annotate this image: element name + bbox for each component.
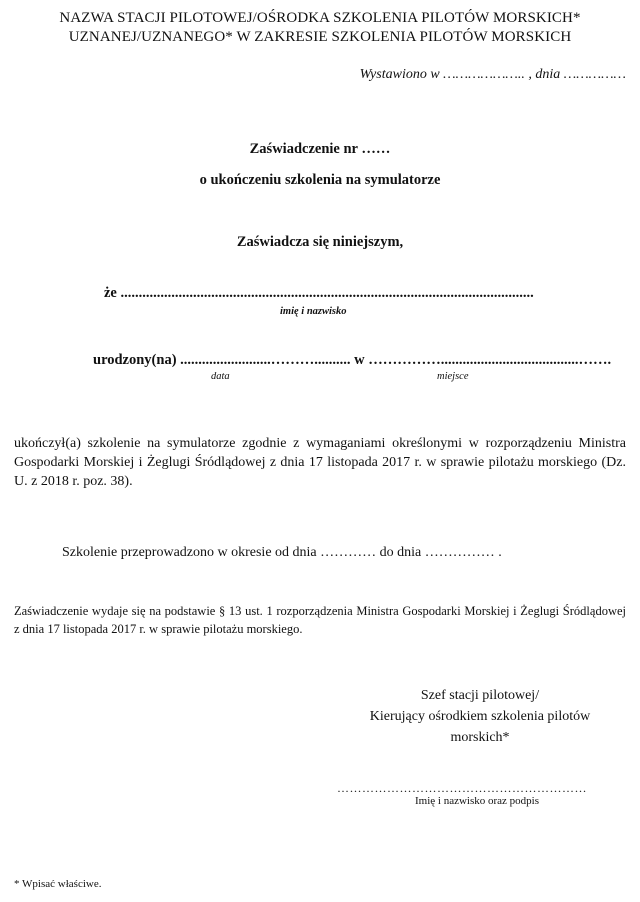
certify-statement: Zaświadcza się niniejszym, <box>236 234 404 250</box>
certificate-title: Zaświadczenie nr …… <box>249 141 391 157</box>
issued-place-date: Wystawiono w ……………….. , dnia …………… <box>359 67 626 82</box>
institution-header <box>0 9 640 47</box>
signatory-line-3: morskich* <box>450 730 510 745</box>
name-caption: imię i nazwisko <box>280 306 347 317</box>
training-period: Szkolenie przeprowadzono w okresie od dnia ………… do dnia …………… . <box>62 545 502 560</box>
header-line-2: UZNANEJ/UZNANEGO* W ZAKRESIE SZKOLENIA PILOTÓW MORSKICH <box>68 29 572 45</box>
birth-field: urodzony(na) .........................……….......... w ……………......................................……. <box>93 352 612 368</box>
name-field: że .................................................................................................................. <box>104 285 534 301</box>
header-line-1: NAZWA STACJI PILOTOWEJ/OŚRODKA SZKOLENIA PILOTÓW MORSKICH* <box>59 10 581 26</box>
birth-date-caption: data <box>211 371 230 382</box>
signatory-line-1: Szef stacji pilotowej/ <box>420 688 540 703</box>
legal-basis: Zaświadczenie wydaje się na podstawie § 13 ust. 1 rozporządzenia Ministra Gospodarki Morskiej i Żeglugi Śródlądowej z dnia 17 listopada 2017 r. w sprawie pilotażu morskiego. <box>14 604 626 636</box>
signatory-title <box>340 685 620 748</box>
signatory-line-2: Kierujący ośrodkiem szkolenia pilotów <box>369 709 591 724</box>
completion-paragraph: ukończył(a) szkolenie na symulatorze zgodnie z wymaganiami określonymi w rozporządzeniu Ministra Gospodarki Morskiej i Żeglugi Śródlądowej z dnia 17 listopada 2017 r. w sprawie pilotażu morskiego (Dz. U. z 2018 r. poz. 38). <box>14 436 626 489</box>
signature-line: …………………………………………………… <box>337 781 587 795</box>
certificate-subtitle: o ukończeniu szkolenia na symulatorze <box>199 172 441 188</box>
footnote: * Wpisać właściwe. <box>14 878 102 890</box>
signature-caption: Imię i nazwisko oraz podpis <box>414 795 540 807</box>
birth-place-caption: miejsce <box>437 371 469 382</box>
